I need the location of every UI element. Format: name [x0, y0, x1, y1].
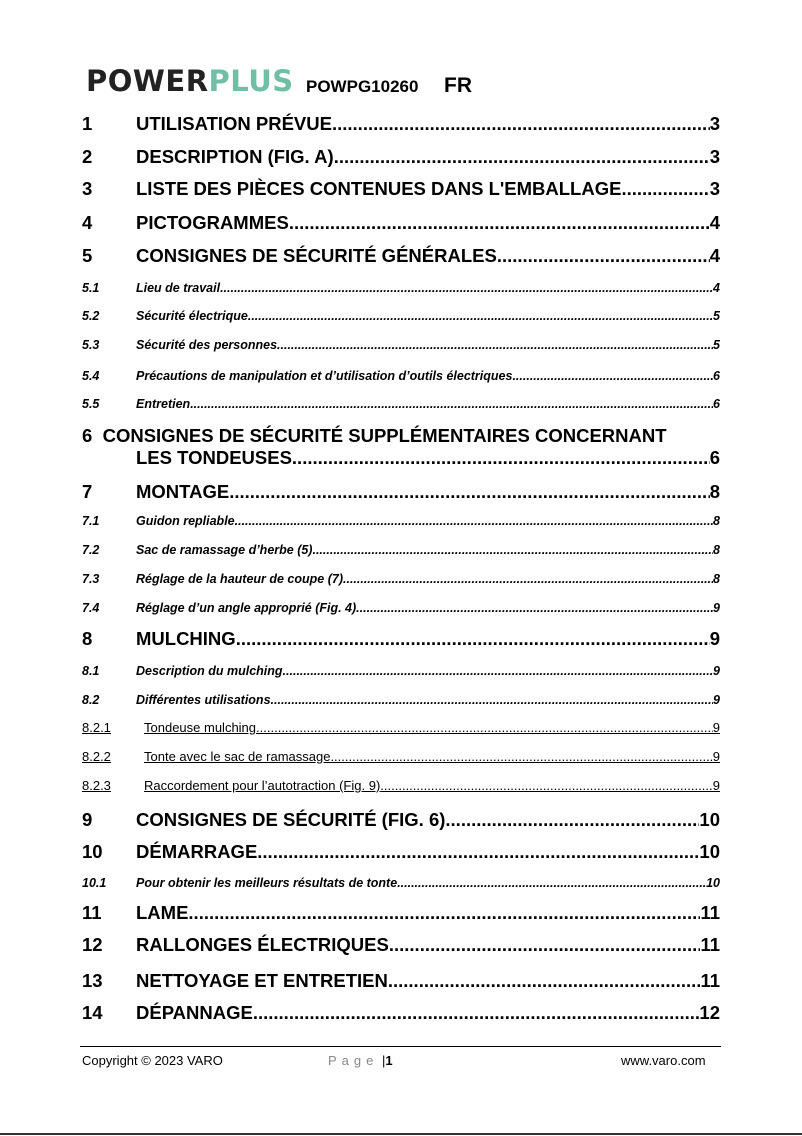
toc-entry[interactable]: [82, 212, 720, 234]
powerplus-logo: [86, 64, 294, 98]
toc-entry[interactable]: [82, 368, 720, 384]
toc-entry[interactable]: [82, 902, 720, 924]
toc-page: 9: [712, 720, 720, 735]
toc-entry[interactable]: [82, 337, 720, 353]
toc-title: UTILISATION PRÉVUE: [136, 113, 332, 134]
toc-number: 5.2: [82, 309, 100, 323]
footer-divider: [80, 1046, 721, 1047]
toc-title: Tondeuse mulching: [144, 720, 257, 735]
dot-leader: [330, 749, 712, 765]
toc-number: 8.1: [82, 664, 100, 678]
toc-page: 9: [713, 664, 720, 678]
toc-entry[interactable]: [82, 178, 720, 200]
dot-leader: [229, 481, 710, 503]
dot-leader: [512, 368, 713, 384]
dot-leader: [289, 212, 710, 234]
dot-leader: [257, 841, 699, 863]
dot-leader: [190, 396, 713, 412]
toc-title: Raccordement pour l’autotraction (Fig. 9): [144, 778, 381, 793]
toc-title: MONTAGE: [136, 481, 230, 502]
toc-title: NETTOYAGE ET ENTRETIEN: [136, 970, 388, 991]
toc-page: 10: [706, 876, 720, 890]
toc-entry[interactable]: [82, 245, 720, 267]
dot-leader: [397, 875, 706, 891]
toc-number: 6: [82, 425, 93, 446]
toc-entry[interactable]: [82, 600, 720, 616]
toc-title: CONSIGNES DE SÉCURITÉ SUPPLÉMENTAIRES CONCERNANT: [102, 425, 667, 446]
toc-page: 6: [713, 397, 720, 411]
toc-title: Description du mulching: [136, 664, 283, 678]
model-number: POWPG10260: [306, 77, 419, 96]
toc-number: 5.1: [82, 281, 100, 295]
copyright: Copyright © 2023 VARO: [82, 1053, 223, 1068]
toc-number: 7: [82, 481, 93, 502]
toc-entry[interactable]: [82, 280, 720, 296]
toc-title: DÉPANNAGE: [136, 1002, 253, 1023]
toc-title: LES TONDEUSES: [136, 447, 292, 468]
dot-leader: [380, 778, 712, 794]
toc-number: 7.4: [82, 601, 100, 615]
toc-page: 4: [713, 281, 720, 295]
toc-title: Sécurité électrique: [136, 309, 248, 323]
dot-leader: [388, 970, 701, 992]
toc-title: Sac de ramassage d’herbe (5): [136, 543, 313, 557]
dot-leader: [253, 1002, 700, 1024]
toc-title: Lieu de travail: [136, 281, 221, 295]
toc-entry-heading[interactable]: [82, 425, 667, 447]
toc-number: 3: [82, 178, 93, 199]
toc-entry[interactable]: [82, 875, 720, 891]
toc-entry[interactable]: [82, 447, 720, 469]
toc-title: DÉMARRAGE: [136, 841, 258, 862]
dot-leader: [283, 663, 714, 679]
dot-leader: [220, 280, 713, 296]
page-bottom-edge: [0, 1133, 802, 1135]
toc-entry[interactable]: [82, 396, 720, 412]
toc-entry[interactable]: [82, 113, 720, 135]
toc-number: 4: [82, 212, 93, 233]
toc-page: 8: [709, 481, 720, 502]
toc-title: Différentes utilisations: [136, 693, 271, 707]
toc-title: Réglage de la hauteur de coupe (7): [136, 572, 343, 586]
toc-number: 10: [82, 841, 103, 862]
toc-number: 8.2.2: [82, 749, 111, 764]
dot-leader: [332, 113, 710, 135]
toc-number: 8: [82, 628, 93, 649]
dot-leader: [256, 720, 713, 736]
toc-page: 3: [709, 178, 720, 199]
dot-leader: [235, 513, 713, 529]
dot-leader: [356, 600, 713, 616]
toc-number: 10.1: [82, 876, 107, 890]
toc-page: 4: [709, 245, 720, 266]
toc-page: 3: [709, 113, 720, 134]
dot-leader: [389, 934, 701, 956]
toc-number: 14: [82, 1002, 103, 1023]
toc-number: 5: [82, 245, 93, 266]
dot-leader: [497, 245, 710, 267]
toc-title: PICTOGRAMMES: [136, 212, 289, 233]
toc-entry[interactable]: [82, 146, 720, 168]
toc-entry[interactable]: [82, 720, 720, 736]
toc-entry[interactable]: [82, 809, 720, 831]
toc-title: Guidon repliable: [136, 514, 235, 528]
toc-entry[interactable]: [82, 692, 720, 708]
toc-page: 10: [699, 841, 720, 862]
toc-title: LISTE DES PIÈCES CONTENUES DANS L'EMBALLAGE: [136, 178, 622, 199]
toc-entry[interactable]: [82, 481, 720, 503]
toc-entry[interactable]: [82, 1002, 720, 1024]
logo-dark-part: POWER: [86, 64, 209, 98]
toc-page: 11: [700, 902, 720, 923]
toc-number: 8.2.1: [82, 720, 111, 735]
toc-title: Entretien: [136, 397, 191, 411]
toc-page: 8: [713, 514, 720, 528]
toc-page: 3: [709, 146, 720, 167]
dot-leader: [312, 542, 713, 558]
toc-page: 9: [709, 628, 720, 649]
toc-number: 8.2: [82, 693, 100, 707]
toc-title: Sécurité des personnes: [136, 338, 278, 352]
website-link[interactable]: www.varo.com: [621, 1053, 706, 1068]
page-indicator: [328, 1053, 393, 1069]
toc-title: RALLONGES ÉLECTRIQUES: [136, 934, 389, 955]
toc-page: 11: [700, 970, 720, 991]
dot-leader: [621, 178, 709, 200]
dot-leader: [188, 902, 700, 924]
toc-page: 9: [713, 601, 720, 615]
toc-title: MULCHING: [136, 628, 236, 649]
toc-number: 7.1: [82, 514, 100, 528]
toc-entry[interactable]: [82, 542, 720, 558]
toc-number: 1: [82, 113, 93, 134]
dot-leader: [236, 628, 710, 650]
toc-page: 9: [713, 693, 720, 707]
logo-light-part: PLUS: [208, 64, 294, 98]
toc-page: 12: [699, 1002, 720, 1023]
toc-page: 4: [709, 212, 720, 233]
dot-leader: [334, 146, 710, 168]
toc-number: 8.2.3: [82, 778, 111, 793]
toc-title: LAME: [136, 902, 189, 923]
toc-title: DESCRIPTION (FIG. A): [136, 146, 334, 167]
toc-number: 5.3: [82, 338, 100, 352]
toc-page: 5: [713, 309, 720, 323]
toc-entry[interactable]: [82, 663, 720, 679]
toc-page: 10: [699, 809, 720, 830]
toc-page: 9: [712, 749, 720, 764]
dot-leader: [292, 447, 710, 469]
dot-leader: [343, 571, 713, 587]
toc-page: 8: [713, 543, 720, 557]
toc-title: Tonte avec le sac de ramassage: [144, 749, 331, 764]
toc-entry[interactable]: [82, 628, 720, 650]
toc-page: 6: [709, 447, 720, 468]
toc-number: 9: [82, 809, 93, 830]
toc-title: CONSIGNES DE SÉCURITÉ GÉNÉRALES: [136, 245, 497, 266]
toc-page: 11: [700, 934, 720, 955]
toc-number: 5.5: [82, 397, 100, 411]
dot-leader: [445, 809, 699, 831]
dot-leader: [271, 692, 714, 708]
toc-number: 7.2: [82, 543, 100, 557]
toc-title: Précautions de manipulation et d’utilisation d’outils électriques: [136, 369, 513, 383]
toc-page: 8: [713, 572, 720, 586]
page-separator: |: [382, 1053, 386, 1068]
toc-entry[interactable]: [82, 934, 720, 956]
toc-number: 13: [82, 970, 103, 991]
toc-entry[interactable]: [82, 571, 720, 587]
toc-entry[interactable]: [82, 778, 720, 794]
dot-leader: [248, 308, 713, 324]
toc-page: 6: [713, 369, 720, 383]
toc-number: 7.3: [82, 572, 100, 586]
toc-title: CONSIGNES DE SÉCURITÉ (FIG. 6): [136, 809, 446, 830]
dot-leader: [277, 337, 713, 353]
toc-number: 2: [82, 146, 93, 167]
toc-number: 11: [82, 902, 102, 923]
toc-page: 9: [712, 778, 720, 793]
toc-page: 5: [713, 338, 720, 352]
toc-title: Réglage d’un angle approprié (Fig. 4): [136, 601, 357, 615]
toc-number: 5.4: [82, 369, 100, 383]
toc-entry[interactable]: [82, 841, 720, 863]
toc-entry[interactable]: [82, 749, 720, 765]
toc-title: Pour obtenir les meilleurs résultats de tonte: [136, 876, 398, 890]
toc-number: 12: [82, 934, 103, 955]
page-number: 1: [385, 1053, 393, 1068]
toc-entry[interactable]: [82, 308, 720, 324]
page-label: Page: [328, 1053, 379, 1068]
toc-entry[interactable]: [82, 970, 720, 992]
language-code: FR: [444, 74, 472, 97]
toc-entry[interactable]: [82, 513, 720, 529]
